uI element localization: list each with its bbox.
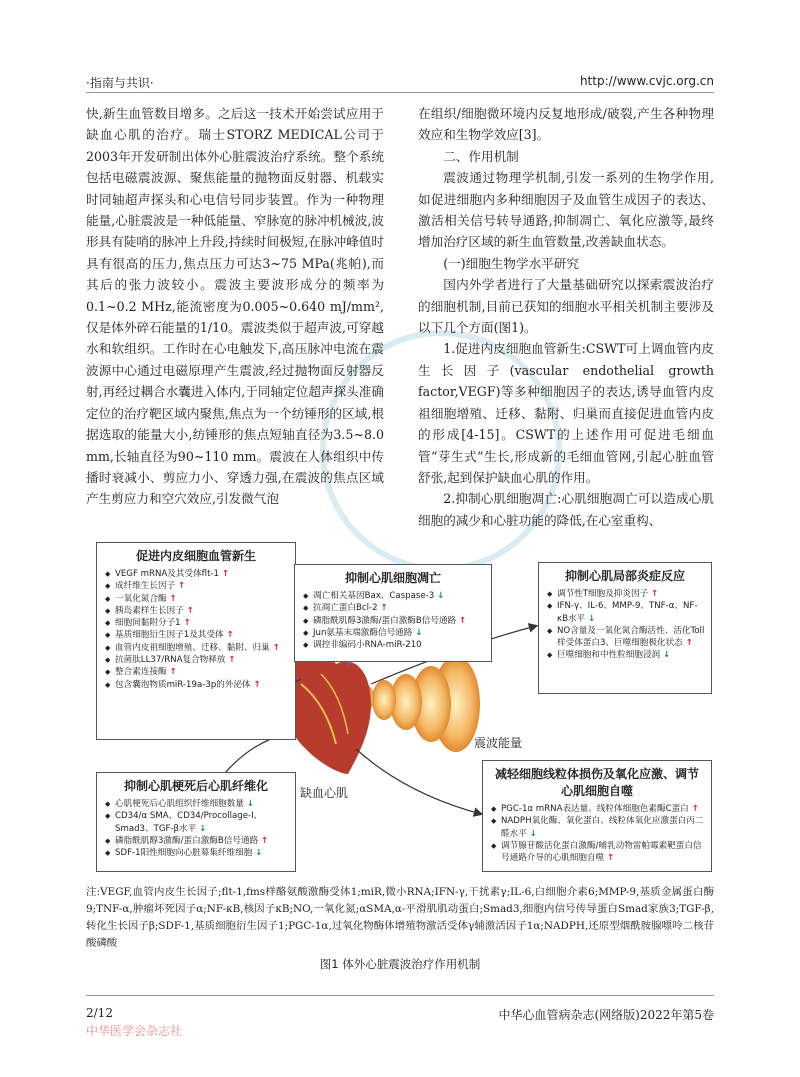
item-list <box>295 590 491 651</box>
item-text: SDF-1阳性细胞向心脏募集纤维细胞 <box>115 848 253 859</box>
list-item <box>105 835 291 847</box>
up-arrow-icon: ↑ <box>269 642 280 653</box>
paragraph: 1.促进内皮细胞血管新生:CSWT可上调血管内皮生长因子(vascular endothelial growth factor,VEGF)等多种细胞因子的表达,诱导血管内皮祖细胞增殖、迁移、黏附、归巢而直接促进血管内皮的形成[4-15]。CSWT的上述作用可促进毛细血管“芽生式”生长,形成新的毛细血管网,引起心脏血管舒张,起到保护缺血心肌的作用。 <box>418 341 714 485</box>
list-item <box>105 568 291 580</box>
box-anti-inflammation <box>538 562 712 694</box>
list-item <box>105 847 291 859</box>
item-text: NO含量及一氧化氮合酶活性、活化Toll样受体蛋白3、巨噬细胞极化状态 <box>557 625 705 649</box>
item-list <box>97 798 295 859</box>
list-item <box>491 803 707 815</box>
down-arrow-icon: ↓ <box>412 627 423 638</box>
down-arrow-icon: ↓ <box>196 823 207 834</box>
figure-note: 注:VEGF,血管内皮生长因子;flt-1,fms样酪氨酸激酶受体1;miR,微小RNA;IFN-γ,干扰素γ;IL-6,白细胞介素6;MMP-9,基质金属蛋白酶9;TNF-α,肿瘤坏死因子α;NF-κB,核因子κB;NO,一氧化氮;αSMA,α-平滑肌肌动蛋白;Smad3,细胞内信号传导蛋白Smad家族3;TGF-β,转化生长因子β;SDF-1,基质细胞衍生因子1;PGC-1α,过氧化物酶体增殖物激活受体γ辅激活因子1α;NADPH,还原型烟酰胺腺嘌呤二核苷酸磷酸 <box>86 886 714 949</box>
right-column <box>418 103 714 531</box>
box-title: 促进内皮细胞血管新生 <box>135 549 256 563</box>
header-rule <box>86 92 714 93</box>
list-item <box>105 654 291 666</box>
down-arrow-icon: ↓ <box>252 848 263 859</box>
list-item <box>105 810 291 835</box>
item-text: 血管内皮祖细胞增殖、迁移、黏附、归巢 <box>115 642 270 653</box>
figure-caption: 图1 体外心脏震波治疗作用机制 <box>319 957 481 971</box>
box-anti-fibrosis <box>96 772 296 872</box>
list-item <box>105 629 291 641</box>
up-arrow-icon: ↑ <box>377 603 388 614</box>
label-ischemic-myocardium: 缺血心肌 <box>300 786 349 800</box>
list-item <box>105 617 291 629</box>
item-text: CD34/α SMA、CD34/Procollage-I、Smad3、TGF-β水平 <box>115 811 263 834</box>
item-text: 调节腺苷酸活化蛋白激酶/哺乳动物雷帕霉素靶蛋白信号通路介导的心肌细胞自噬 <box>501 840 702 864</box>
box-anti-apoptosis <box>294 564 492 662</box>
header-right[interactable]: http://www.cvjc.org.cn <box>579 74 714 88</box>
item-list <box>483 803 711 864</box>
list-item <box>303 590 487 602</box>
publisher-logo: 中华医学会杂志社 <box>86 1024 183 1038</box>
list-item <box>303 627 487 639</box>
box-title: 抑制心肌细胞凋亡 <box>344 571 441 585</box>
box-title: 抑制心肌局部炎症反应 <box>564 569 685 583</box>
item-text: 包含囊泡物质miR-19a-3p的外泌体 <box>115 679 251 690</box>
item-text: NADPH氧化酶、氧化蛋白、线粒体氧化应激蛋白丙二醛水平 <box>501 816 704 839</box>
item-text: 凋亡相关基因Bax、Caspase-3 <box>313 591 435 601</box>
list-item <box>105 580 291 592</box>
item-text: 磷脂酰肌醇3激酶/蛋白激酶B信号通路 <box>313 615 457 626</box>
item-text: IFN-γ、IL-6、MMP-9、TNF-α、NF-κB水平 <box>557 601 698 624</box>
item-text: 巨噬细胞和中性粒细胞浸润 <box>557 650 661 661</box>
list-item <box>105 798 291 810</box>
journal-issue: 中华心血管病杂志(网络版)2022年第5卷 <box>498 1008 714 1022</box>
up-arrow-icon: ↑ <box>223 630 234 641</box>
up-arrow-icon: ↑ <box>175 581 186 592</box>
paragraph: 2.抑制心肌细胞凋亡:心肌细胞凋亡可以造成心肌细胞的减少和心脏功能的降低,在心室重构、 <box>418 491 714 528</box>
item-list <box>539 588 711 662</box>
up-arrow-icon: ↑ <box>688 804 699 814</box>
up-arrow-icon: ↑ <box>219 569 230 579</box>
item-text: 调控非编码小RNA-miR-210 <box>313 640 422 651</box>
label-shockwave-energy: 震波能量 <box>474 736 523 750</box>
list-item <box>547 649 707 661</box>
up-arrow-icon: ↑ <box>648 589 659 599</box>
up-arrow-icon: ↑ <box>682 638 693 649</box>
item-text: 心肌梗死后心肌组织纤维细胞数量 <box>115 799 244 809</box>
header-left: ·指南与共识· <box>86 76 154 90</box>
item-text: 抗凋亡蛋白Bcl-2 <box>313 603 378 614</box>
list-item <box>303 602 487 614</box>
list-item <box>547 625 707 650</box>
up-arrow-icon: ↑ <box>258 835 269 846</box>
up-arrow-icon: ↑ <box>456 615 467 626</box>
down-arrow-icon: ↓ <box>243 799 255 809</box>
down-arrow-icon: ↓ <box>585 613 596 624</box>
up-arrow-icon: ↑ <box>166 593 177 604</box>
item-text: 细胞间黏附分子1 <box>115 618 181 629</box>
up-arrow-icon: ↑ <box>183 605 194 616</box>
up-arrow-icon: ↑ <box>180 618 191 629</box>
up-arrow-icon: ↑ <box>604 853 615 864</box>
list-item <box>105 666 291 678</box>
paragraph: 国内外学者进行了大量基础研究以探索震波治疗的细胞机制,目前已获知的细胞水平相关机制主要涉及以下几个方面(图1)。 <box>418 277 714 336</box>
paragraph: 在组织/细胞微环境内反复地形成/破裂,产生各种物理效应和生物学效应[3]。 <box>418 106 714 143</box>
list-item <box>547 588 707 600</box>
list-item <box>105 642 291 654</box>
item-list <box>97 568 295 691</box>
up-arrow-icon: ↑ <box>250 679 261 690</box>
paragraph: 快,新生血管数目增多。之后这一技术开始尝试应用于缺血心肌的治疗。瑞士STORZ MEDICAL公司于2003年开发研制出体外心脏震波治疗系统。整个系统包括电磁震波源、聚焦能量的抛物面反射器、机载实时同轴超声探头和心电信号同步装置。作为一种物理能量,心脏震波是一种低能量、窄脉宽的脉冲机械波,波形具有陡哨的脉冲上升段,持续时间极短,在脉冲峰值时具有很高的压力,焦点压力可达3~75 MPa(兆帕),而其后的张力波较小。震波主要波形成分的频率为0.1~0.2 MHz,能流密度为0.005~0.640 mJ/mm²,仅是体外碎石能量的1/10。震波类似于超声波,可穿越水和软组织。工作时在心电触发下,高压脉冲电流在震波源中心通过电磁原理产生震波,经过抛物面反射器反射,再经过耦合水囊进入体内,于同轴定位超声探头准确定位的治疗靶区域内聚焦,焦点为一个纺锤形的区域,根据选取的能量大小,纺锤形的焦点短轴直径为3.5~8.0 mm,长轴直径为90~110 mm。震波在人体组织中传播时衰减小、剪应力小、穿透力强,在震波的焦点区域产生剪应力和空穴效应,引发微气泡 <box>86 106 384 507</box>
item-text: PGC-1α mRNA表达量、线粒体细胞色素酶C蛋白 <box>501 804 689 814</box>
item-text: 胰岛素样生长因子 <box>115 605 184 616</box>
up-arrow-icon: ↑ <box>166 667 177 678</box>
item-text: 磷脂酰肌醇3激酶/蛋白激酶B信号通路 <box>115 835 259 846</box>
list-item <box>303 615 487 627</box>
item-text: Jun氨基末端激酶信号通路 <box>313 627 413 638</box>
down-arrow-icon: ↓ <box>526 828 537 839</box>
box-angiogenesis <box>96 542 296 740</box>
down-arrow-icon: ↓ <box>434 591 445 601</box>
list-item <box>491 840 707 865</box>
item-text: 一氧化氮合酶 <box>115 593 167 604</box>
item-text: VEGF mRNA及其受体flt-1 <box>115 569 220 579</box>
subsection-heading: (一)细胞生物学水平研究 <box>443 255 579 271</box>
item-text: 抗菌肽LL37/RNA复合物释放 <box>115 655 226 666</box>
list-item <box>491 815 707 840</box>
paragraph: 震波通过物理学机制,引发一系列的生物学作用,如促进细胞内多种细胞因子及血管生成因子的表达、激活相关信号转导通路,抑制凋亡、氧化应激等,最终增加治疗区域的新生血管数量,改善缺血状态。 <box>418 170 714 250</box>
figure-mechanism <box>86 534 714 874</box>
item-text: 基质细胞衍生因子1及其受体 <box>115 630 224 641</box>
page-number: 2/12 <box>86 1006 113 1020</box>
down-arrow-icon: ↓ <box>660 650 671 661</box>
footer-rule <box>86 995 714 996</box>
box-title: 减轻细胞线粒体损伤及氧化应激、调节心肌细胞自噬 <box>494 767 699 798</box>
up-arrow-icon: ↑ <box>225 655 236 666</box>
list-item <box>303 639 487 651</box>
list-item <box>105 679 291 691</box>
list-item <box>105 593 291 605</box>
box-mitochondria <box>482 760 712 872</box>
left-column <box>86 103 384 510</box>
box-title: 抑制心肌梗死后心肌纤维化 <box>123 779 268 793</box>
item-text: 成纤维生长因子 <box>115 581 176 592</box>
item-text: 整合素连接酶 <box>115 667 167 678</box>
list-item <box>547 600 707 625</box>
section-heading: 二、作用机制 <box>443 148 519 164</box>
item-text: 调节性T细胞及抑炎因子 <box>557 589 649 599</box>
list-item <box>105 605 291 617</box>
